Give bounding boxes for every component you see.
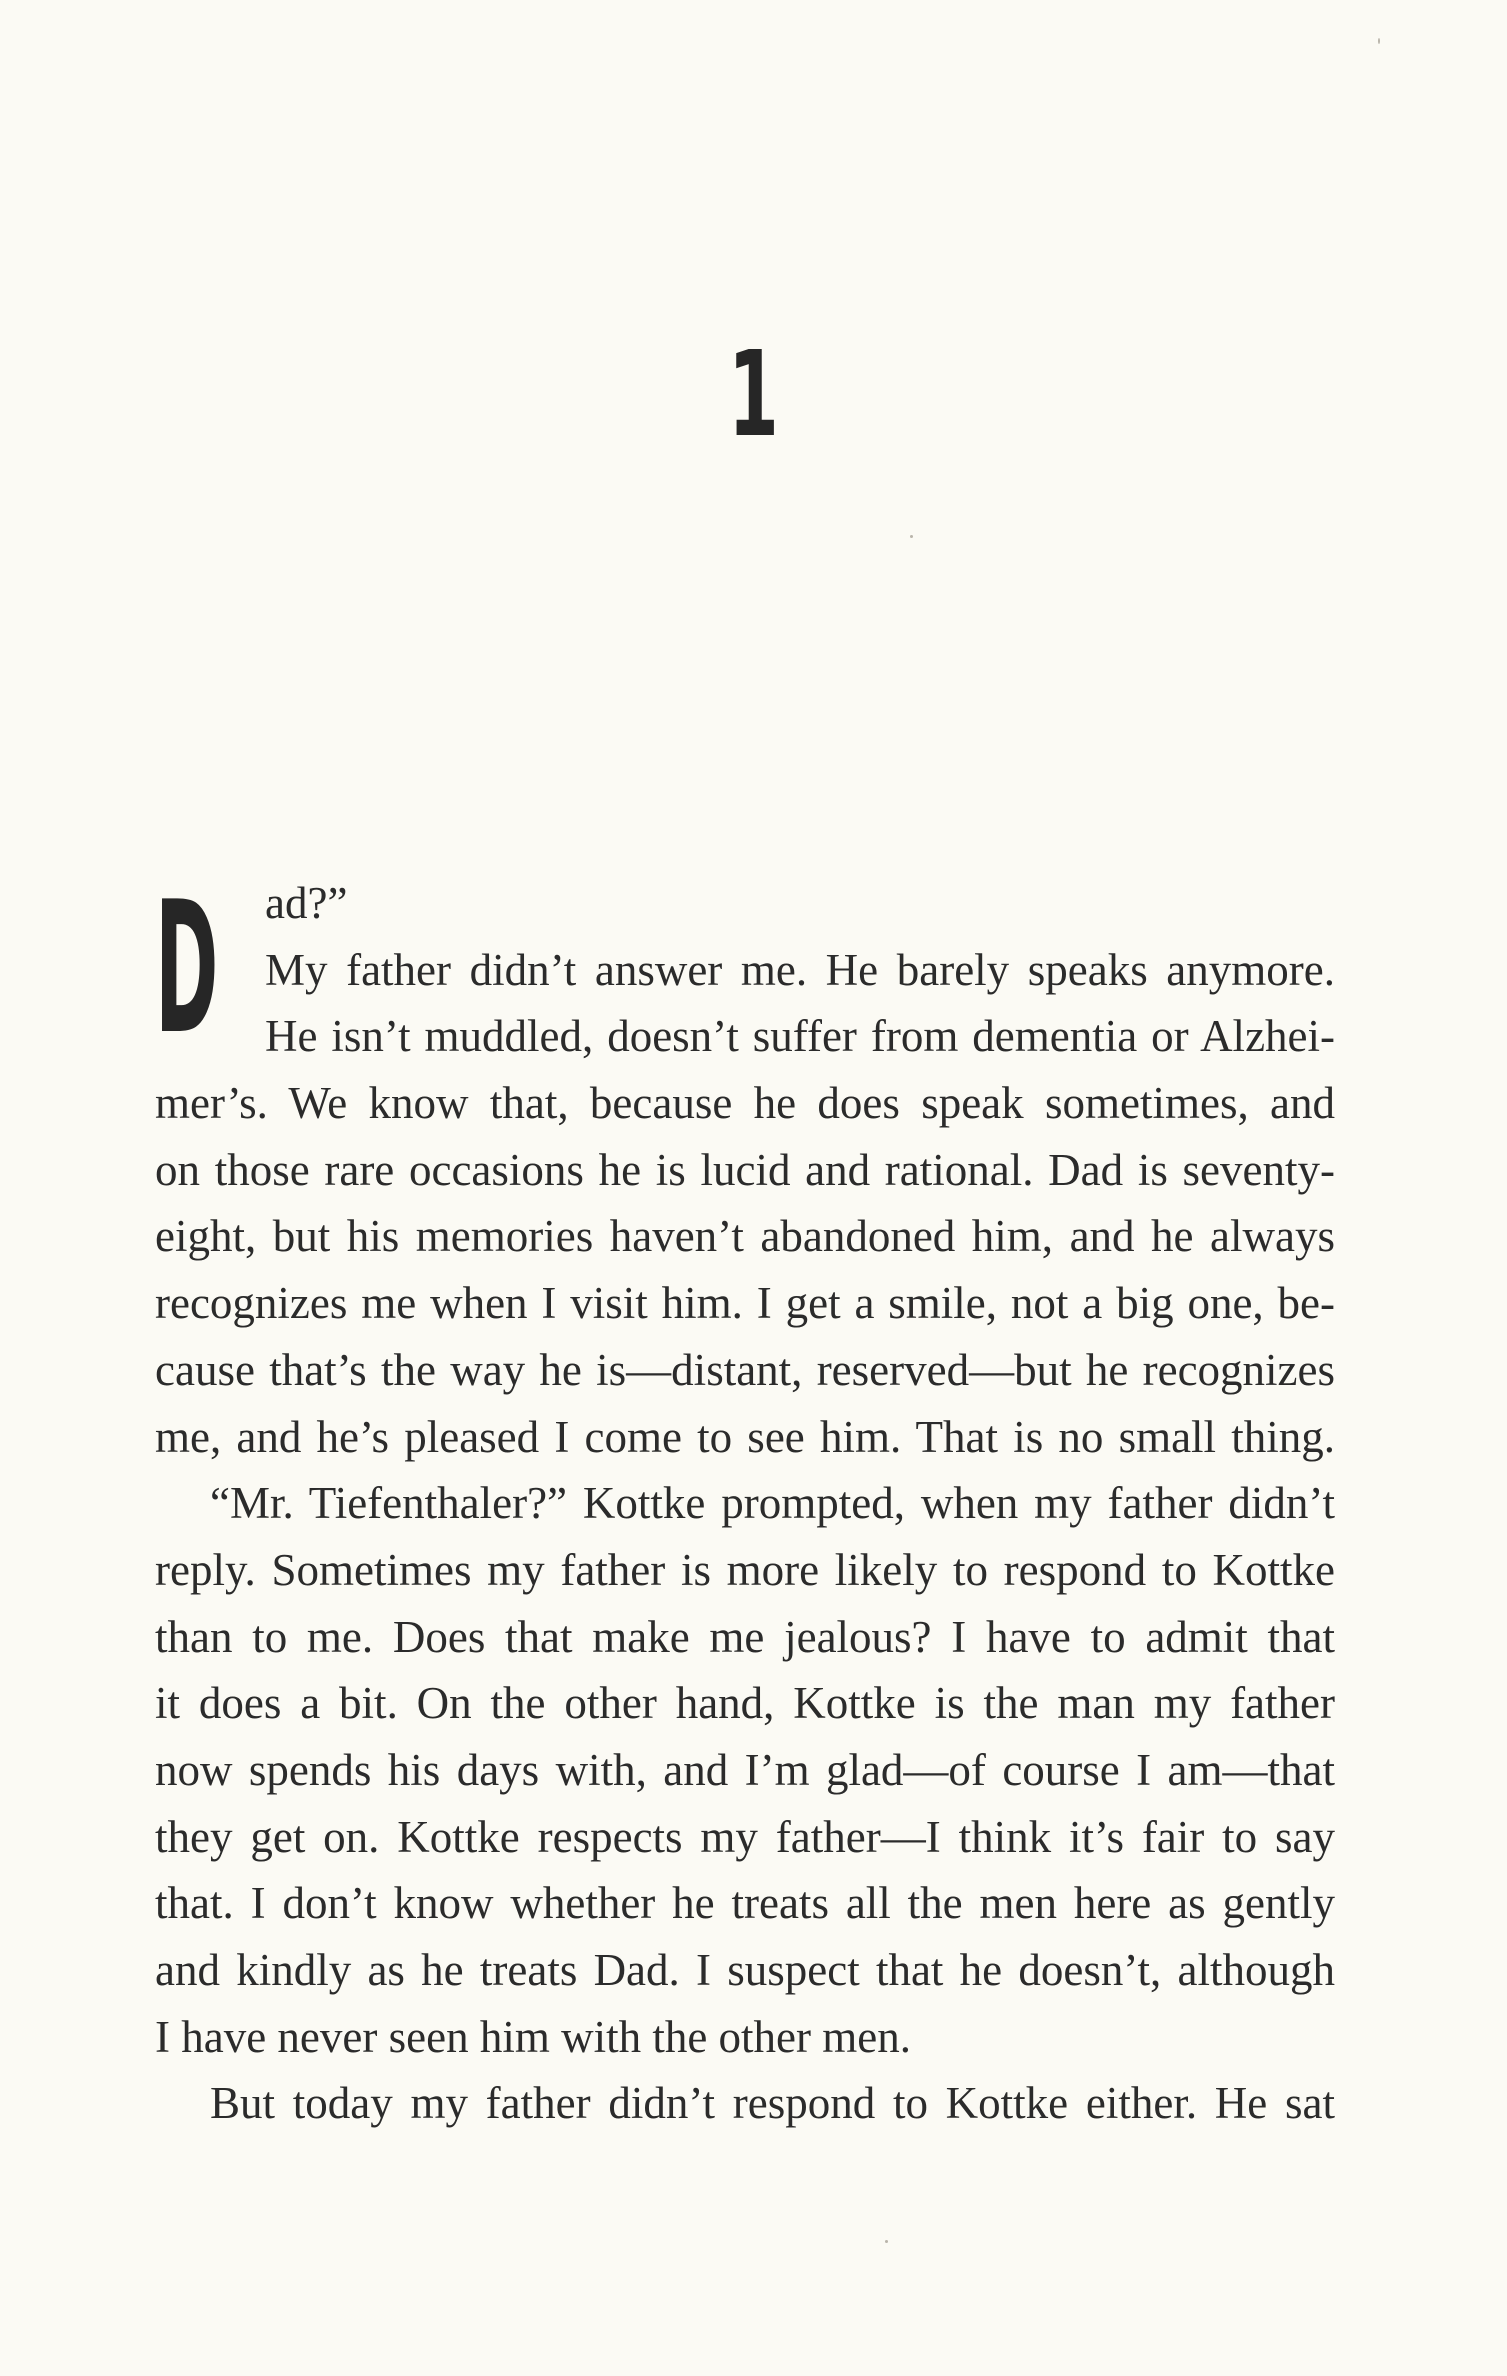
text-line: recognizes me when I visit him. I get a smile, not a big one, be-	[155, 1278, 1335, 1329]
text-line: My father didn’t answer me. He barely speaks anymore.	[265, 944, 1335, 995]
text-line: reply. Sometimes my father is more likely to respond to Kottke	[155, 1544, 1335, 1595]
text-line: and kindly as he treats Dad. I suspect that he doesn’t, although	[155, 1945, 1335, 1995]
text-line: I have never seen him with the other men.	[155, 2011, 911, 2062]
text-line: But today my father didn’t respond to Kottke either. He sat	[210, 2078, 1335, 2129]
text-line: He isn’t muddled, doesn’t suffer from dementia or Alzhei-	[265, 1011, 1335, 1062]
body-text	[155, 862, 1335, 2137]
text-line: they get on. Kottke respects my father—I think it’s fair to say	[155, 1811, 1335, 1862]
text-line: ad?”	[265, 878, 348, 928]
text-line: on those rare occasions he is lucid and rational. Dad is seventy-	[155, 1144, 1335, 1195]
paper-speck	[1378, 38, 1380, 44]
text-line: “Mr. Tiefenthaler?” Kottke prompted, when my father didn’t	[210, 1478, 1335, 1529]
text-line: mer’s. We know that, because he does speak sometimes, and	[155, 1078, 1335, 1129]
text-line: than to me. Does that make me jealous? I have to admit that	[155, 1611, 1335, 1662]
text-line: it does a bit. On the other hand, Kottke is the man my father	[155, 1678, 1335, 1729]
paper-speck	[910, 535, 913, 538]
drop-cap-letter: D	[155, 862, 219, 1074]
text-line: that. I don’t know whether he treats all the men here as gently	[155, 1878, 1335, 1929]
chapter-number: 1	[728, 325, 779, 463]
paper-speck	[885, 2240, 888, 2243]
text-line: me, and he’s pleased I come to see him. That is no small thing.	[155, 1411, 1335, 1462]
text-line: cause that’s the way he is—distant, reserved—but he recognizes	[155, 1344, 1335, 1395]
text-line: eight, but his memories haven’t abandoned him, and he always	[155, 1211, 1335, 1262]
text-line: now spends his days with, and I’m glad—of course I am—that	[155, 1744, 1335, 1795]
